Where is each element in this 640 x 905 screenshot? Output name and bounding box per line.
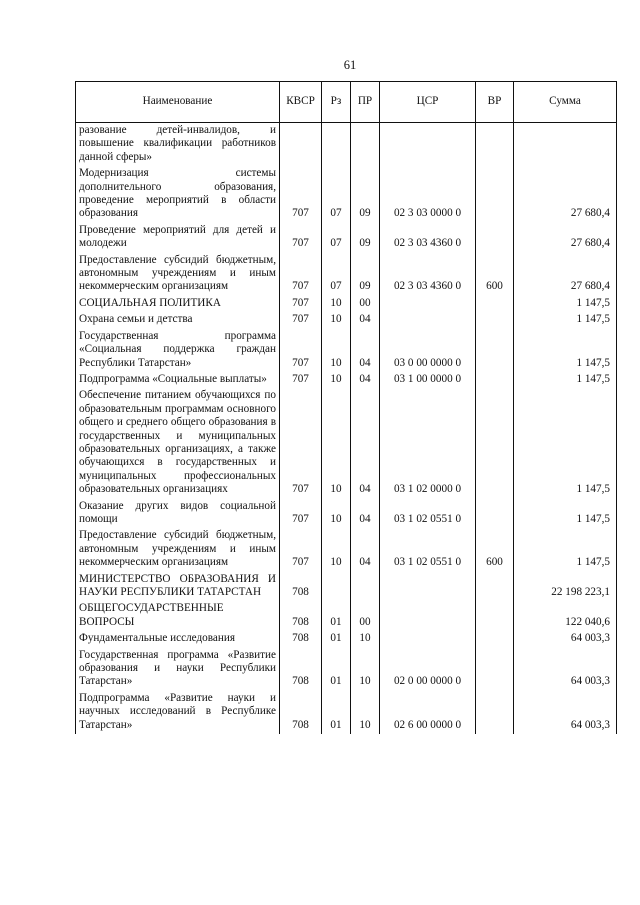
- table-header-row: [76, 82, 617, 123]
- col-header-name: Наименование: [76, 82, 280, 123]
- cell-name: Фундаментальные исследования: [76, 631, 280, 647]
- cell-rz: [322, 123, 351, 167]
- cell-pr: 00: [351, 296, 380, 312]
- cell-vr: [476, 372, 514, 388]
- cell-kvsr: 708: [280, 691, 322, 734]
- cell-sum: 1 147,5: [514, 372, 617, 388]
- cell-name: Государственная программа «Социальная поддержка граждан Республики Татарстан»: [76, 329, 280, 372]
- cell-kvsr: 707: [280, 296, 322, 312]
- table-body: [76, 123, 617, 735]
- cell-rz: 01: [322, 648, 351, 691]
- table-row: [76, 691, 617, 734]
- table-row: [76, 372, 617, 388]
- cell-rz: 10: [322, 296, 351, 312]
- cell-pr: 09: [351, 166, 380, 223]
- cell-csr: [380, 123, 476, 167]
- cell-pr: [351, 123, 380, 167]
- cell-kvsr: 707: [280, 166, 322, 223]
- cell-vr: [476, 499, 514, 529]
- cell-pr: 10: [351, 691, 380, 734]
- cell-vr: [476, 329, 514, 372]
- cell-pr: 04: [351, 312, 380, 328]
- cell-rz: 01: [322, 691, 351, 734]
- cell-kvsr: 708: [280, 601, 322, 631]
- cell-name: Предоставление субсидий бюджетным, автономным учреждениям и иным некоммерческим организациям: [76, 528, 280, 571]
- col-header-vr: ВР: [476, 82, 514, 123]
- cell-pr: 04: [351, 329, 380, 372]
- cell-sum: 1 147,5: [514, 528, 617, 571]
- cell-sum: 27 680,4: [514, 253, 617, 296]
- cell-vr: [476, 388, 514, 498]
- cell-pr: 04: [351, 388, 380, 498]
- table-row: [76, 296, 617, 312]
- page-number: 61: [343, 58, 357, 72]
- cell-rz: 07: [322, 166, 351, 223]
- cell-pr: [351, 572, 380, 602]
- cell-rz: 01: [322, 631, 351, 647]
- cell-sum: 1 147,5: [514, 499, 617, 529]
- cell-vr: [476, 691, 514, 734]
- cell-name: Модернизация системы дополнительного образования, проведение мероприятий в области образования: [76, 166, 280, 223]
- cell-kvsr: 707: [280, 253, 322, 296]
- cell-name: Проведение мероприятий для детей и молодежи: [76, 223, 280, 253]
- cell-sum: 64 003,3: [514, 631, 617, 647]
- cell-sum: 122 040,6: [514, 601, 617, 631]
- cell-rz: [322, 572, 351, 602]
- cell-rz: 10: [322, 528, 351, 571]
- cell-vr: [476, 123, 514, 167]
- cell-csr: [380, 601, 476, 631]
- cell-pr: 04: [351, 528, 380, 571]
- cell-vr: 600: [476, 253, 514, 296]
- cell-rz: 10: [322, 372, 351, 388]
- cell-vr: [476, 312, 514, 328]
- cell-kvsr: 708: [280, 572, 322, 602]
- cell-csr: 02 3 03 4360 0: [380, 223, 476, 253]
- cell-rz: 07: [322, 223, 351, 253]
- cell-csr: 02 3 03 0000 0: [380, 166, 476, 223]
- cell-kvsr: 707: [280, 223, 322, 253]
- cell-vr: [476, 648, 514, 691]
- col-header-sum: Сумма: [514, 82, 617, 123]
- cell-csr: 03 1 00 0000 0: [380, 372, 476, 388]
- cell-csr: 03 1 02 0000 0: [380, 388, 476, 498]
- cell-rz: 10: [322, 388, 351, 498]
- table-row: [76, 601, 617, 631]
- table-row: [76, 312, 617, 328]
- cell-vr: [476, 631, 514, 647]
- col-header-rz: Рз: [322, 82, 351, 123]
- cell-kvsr: 707: [280, 372, 322, 388]
- cell-csr: 02 0 00 0000 0: [380, 648, 476, 691]
- cell-sum: 64 003,3: [514, 691, 617, 734]
- budget-table: [75, 81, 617, 734]
- cell-rz: 10: [322, 329, 351, 372]
- cell-pr: 10: [351, 648, 380, 691]
- col-header-pr: ПР: [351, 82, 380, 123]
- table-row: [76, 253, 617, 296]
- cell-pr: 04: [351, 499, 380, 529]
- cell-sum: 1 147,5: [514, 329, 617, 372]
- cell-name: Оказание других видов социальной помощи: [76, 499, 280, 529]
- cell-name: ОБЩЕГОСУДАРСТВЕННЫЕ ВОПРОСЫ: [76, 601, 280, 631]
- cell-pr: 04: [351, 372, 380, 388]
- col-header-kvsr: КВСР: [280, 82, 322, 123]
- table-row: [76, 499, 617, 529]
- cell-vr: [476, 223, 514, 253]
- cell-rz: 01: [322, 601, 351, 631]
- cell-pr: 00: [351, 601, 380, 631]
- cell-pr: 09: [351, 223, 380, 253]
- cell-sum: 27 680,4: [514, 223, 617, 253]
- table-row: [76, 528, 617, 571]
- cell-rz: 07: [322, 253, 351, 296]
- cell-csr: [380, 631, 476, 647]
- cell-csr: [380, 296, 476, 312]
- cell-pr: 09: [351, 253, 380, 296]
- cell-name: Охрана семьи и детства: [76, 312, 280, 328]
- table-row: [76, 572, 617, 602]
- cell-vr: [476, 166, 514, 223]
- table-row: [76, 631, 617, 647]
- cell-sum: 64 003,3: [514, 648, 617, 691]
- cell-name: Обеспечение питанием обучающихся по образовательным программам основного общего и среднего общего образования в государственных и муниципальных образовательных организациях, а также обучающихся в государственных и муниципальных профессиональных образовательных организациях: [76, 388, 280, 498]
- cell-sum: [514, 123, 617, 167]
- cell-sum: 22 198 223,1: [514, 572, 617, 602]
- cell-csr: 03 1 02 0551 0: [380, 528, 476, 571]
- cell-kvsr: 707: [280, 528, 322, 571]
- cell-sum: 1 147,5: [514, 388, 617, 498]
- cell-kvsr: 707: [280, 499, 322, 529]
- cell-csr: 03 0 00 0000 0: [380, 329, 476, 372]
- cell-csr: [380, 312, 476, 328]
- cell-vr: [476, 296, 514, 312]
- table-row: [76, 648, 617, 691]
- table-row: [76, 166, 617, 223]
- cell-vr: 600: [476, 528, 514, 571]
- cell-name: разование детей-инвалидов, и повышение квалификации работников данной сферы»: [76, 123, 280, 167]
- cell-csr: 02 6 00 0000 0: [380, 691, 476, 734]
- cell-rz: 10: [322, 312, 351, 328]
- table-row: [76, 223, 617, 253]
- table-row: [76, 123, 617, 167]
- cell-kvsr: 708: [280, 631, 322, 647]
- cell-name: Предоставление субсидий бюджетным, автономным учреждениям и иным некоммерческим организациям: [76, 253, 280, 296]
- cell-name: Подпрограмма «Развитие науки и научных исследований в Республике Татарстан»: [76, 691, 280, 734]
- cell-csr: 03 1 02 0551 0: [380, 499, 476, 529]
- cell-kvsr: 707: [280, 329, 322, 372]
- col-header-csr: ЦСР: [380, 82, 476, 123]
- cell-kvsr: [280, 123, 322, 167]
- table-row: [76, 388, 617, 498]
- cell-sum: 27 680,4: [514, 166, 617, 223]
- cell-csr: [380, 572, 476, 602]
- cell-rz: 10: [322, 499, 351, 529]
- cell-name: СОЦИАЛЬНАЯ ПОЛИТИКА: [76, 296, 280, 312]
- cell-kvsr: 707: [280, 388, 322, 498]
- cell-sum: 1 147,5: [514, 312, 617, 328]
- cell-vr: [476, 601, 514, 631]
- cell-csr: 02 3 03 4360 0: [380, 253, 476, 296]
- cell-name: Подпрограмма «Социальные выплаты»: [76, 372, 280, 388]
- cell-sum: 1 147,5: [514, 296, 617, 312]
- table-row: [76, 329, 617, 372]
- cell-pr: 10: [351, 631, 380, 647]
- cell-kvsr: 707: [280, 312, 322, 328]
- cell-name: МИНИСТЕРСТВО ОБРАЗОВАНИЯ И НАУКИ РЕСПУБЛИКИ ТАТАРСТАН: [76, 572, 280, 602]
- cell-vr: [476, 572, 514, 602]
- cell-kvsr: 708: [280, 648, 322, 691]
- cell-name: Государственная программа «Развитие образования и науки Республики Татарстан»: [76, 648, 280, 691]
